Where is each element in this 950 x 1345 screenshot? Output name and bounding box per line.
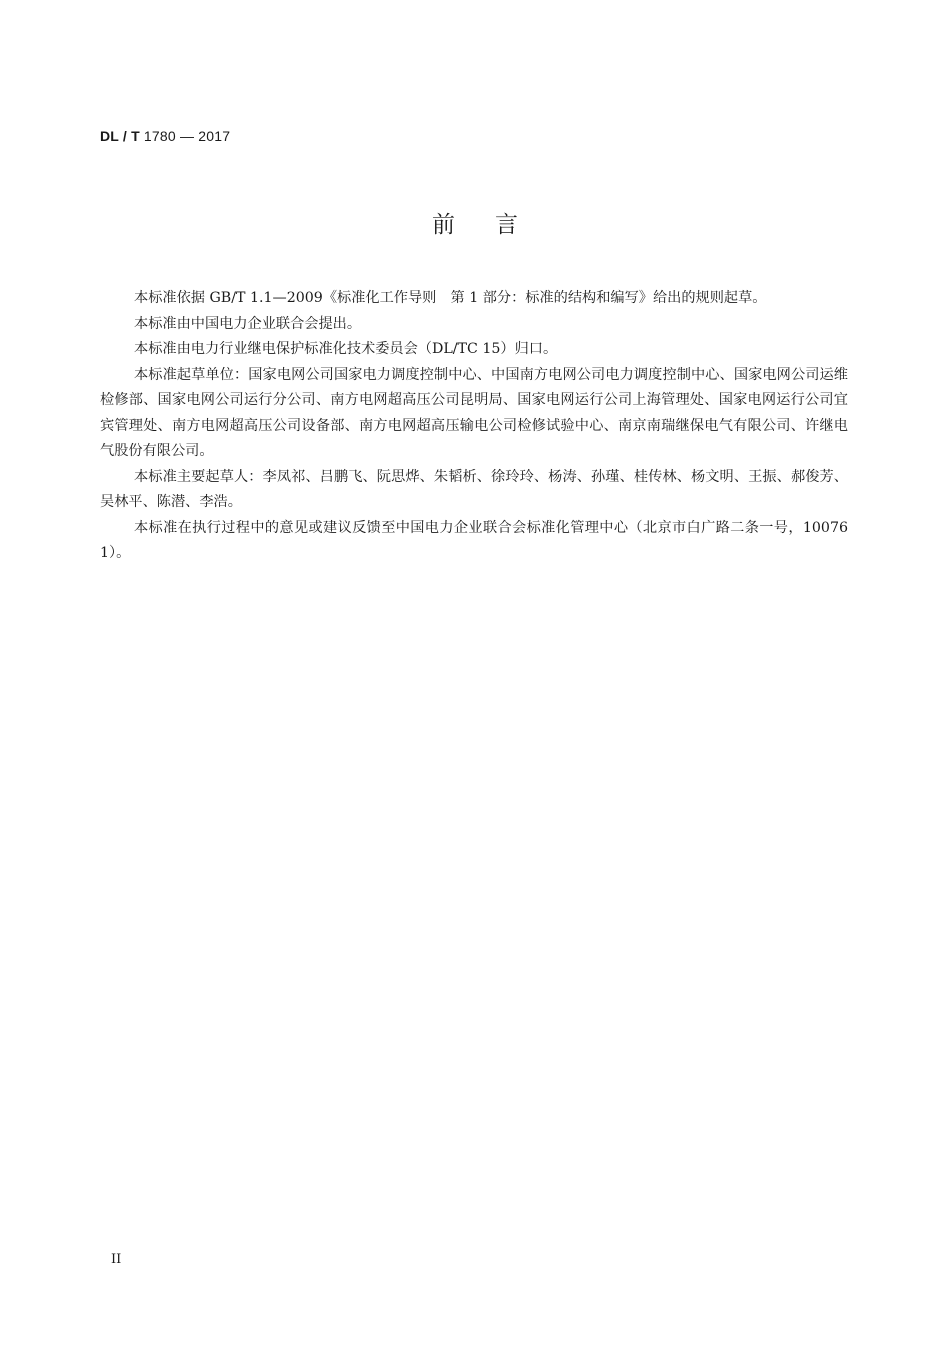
foreword-body xyxy=(100,286,848,567)
paragraph-drafting-units: 本标准起草单位：国家电网公司国家电力调度控制中心、中国南方电网公司电力调度控制中心、国家电网公司运维检修部、国家电网公司运行分公司、南方电网超高压公司昆明局、国家电网运行公司上海管理处、国家电网运行公司宜宾管理处、南方电网超高压公司设备部、南方电网超高压输电公司检修试验中心、南京南瑞继保电气有限公司、许继电气股份有限公司。 xyxy=(100,366,848,459)
page-number: II xyxy=(111,1252,122,1267)
standard-code-number: 1780 — 2017 xyxy=(139,128,231,144)
standard-code xyxy=(100,128,230,144)
paragraph-drafters: 本标准主要起草人：李凤祁、吕鹏飞、阮思烨、朱韬析、徐玲玲、杨涛、孙瑾、桂传林、杨文明、王振、郝俊芳、吴林平、陈潜、李浩。 xyxy=(100,468,848,510)
page-title: 前言 xyxy=(432,212,558,238)
paragraph-proposer: 本标准由中国电力企业联合会提出。 xyxy=(134,315,362,332)
paragraph-drafting-rules: 本标准依据 GB/T 1.1—2009《标准化工作导则 第 1 部分：标准的结构和编写》给出的规则起草。 xyxy=(134,290,767,306)
paragraph-feedback: 本标准在执行过程中的意见或建议反馈至中国电力企业联合会标准化管理中心（北京市白广路二条一号，100761）。 xyxy=(100,519,848,561)
paragraph-committee: 本标准由电力行业继电保护标准化技术委员会（DL/TC 15）归口。 xyxy=(134,341,558,357)
standard-code-prefix: DL / T xyxy=(100,128,140,144)
